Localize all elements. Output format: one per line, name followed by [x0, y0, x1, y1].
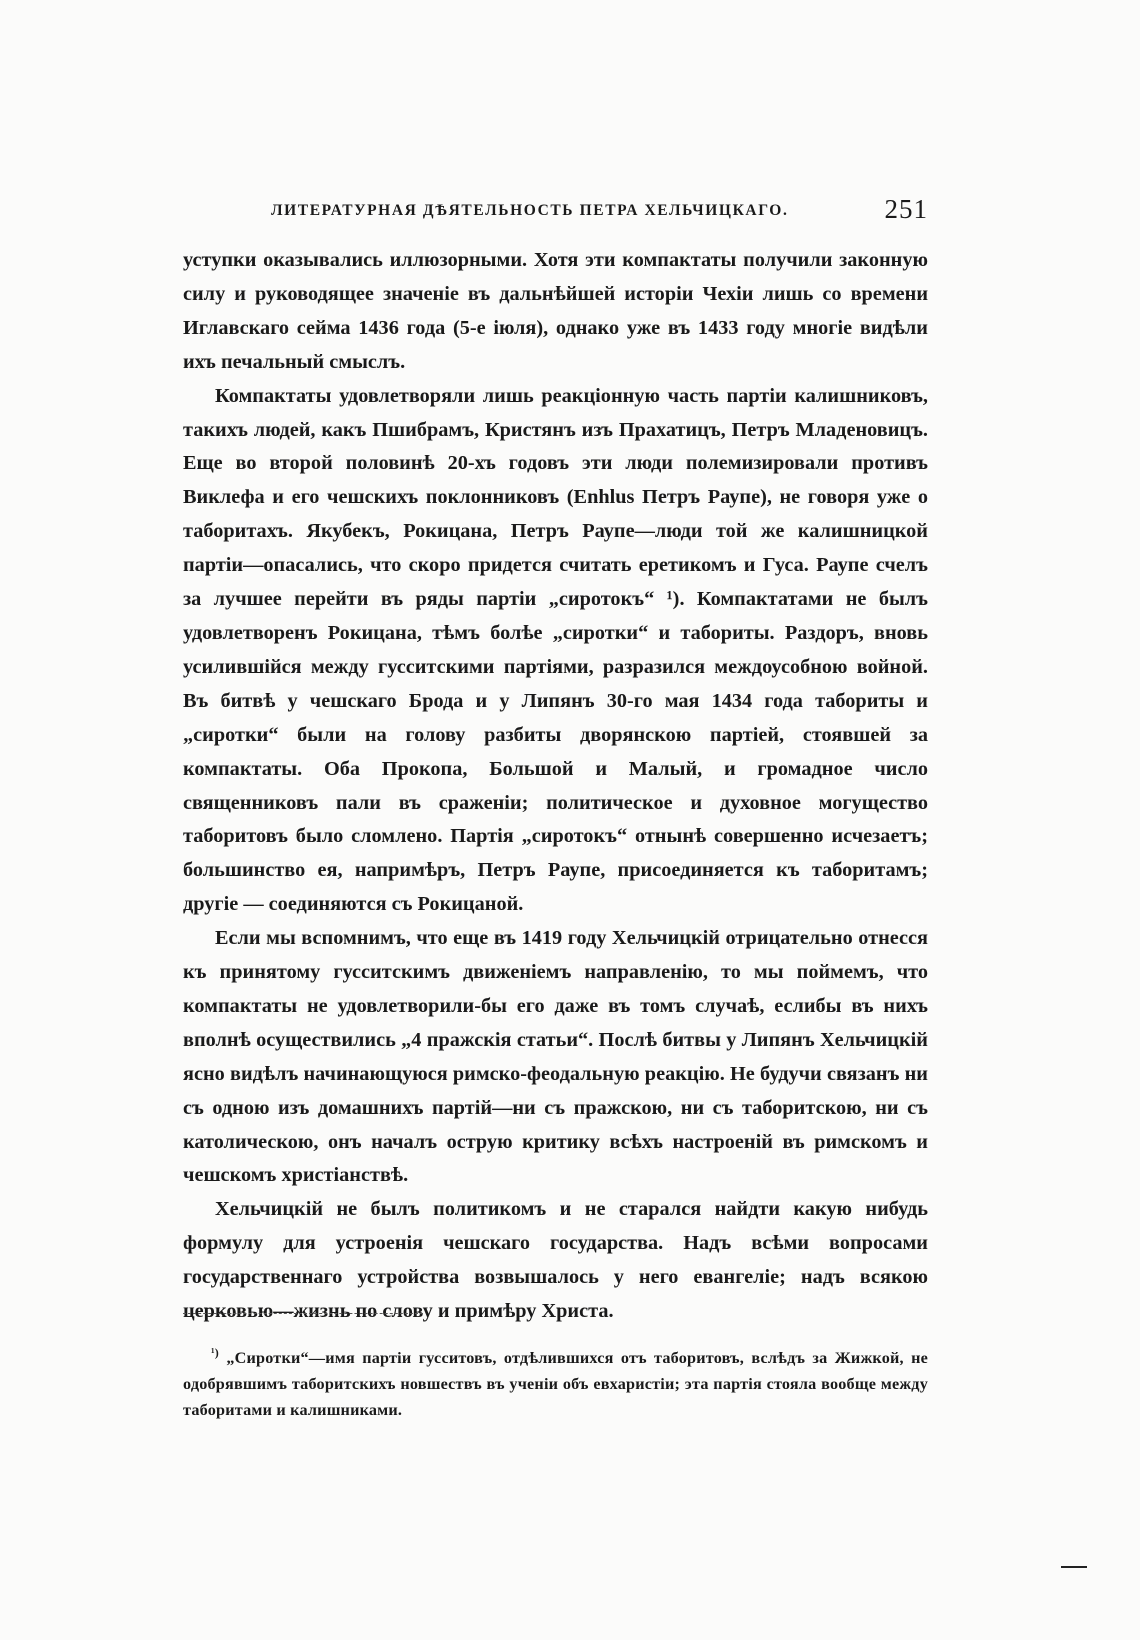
- body-text: [183, 244, 928, 1329]
- page-header: [183, 196, 928, 226]
- footnote-text: „Сиротки“—имя партiи гусситовъ, отдѣлившихся отъ таборитовъ, вслѣдъ за Жижкой, не одобрявшимъ таборитскихъ новшествъ въ ученiи объ евхаристiи; эта партiя стояла вообще между таборитами и калишниками.: [183, 1349, 928, 1419]
- paragraph: Хельчицкiй не былъ политикомъ и не старался найдти какую нибудь формулу для устроенiя чешскаго государства. Надъ всѣми вопросами государственнаго устройства возвышалось у него евангелiе; надъ всякою церковью—жизнь по слову и примѣру Христа.: [183, 1198, 928, 1323]
- footnote-separator: [183, 1313, 423, 1314]
- page-number: 251: [884, 194, 928, 224]
- running-head: ЛИТЕРАТУРНАЯ ДѢЯТЕЛЬНОСТЬ ПЕТРА ХЕЛЬЧИЦКАГО.: [271, 202, 789, 219]
- margin-mark: [1061, 1566, 1087, 1568]
- paragraph-continued: уступки оказывались иллюзорными. Хотя эти компактаты получили законную силу и руководящее значенiе въ дальнѣйшей исторiи Чехiи лишь со времени Иглавскаго сейма 1436 года (5-е iюля), однако уже въ 1433 году многiе видѣли ихъ печальный смыслъ.: [183, 249, 928, 373]
- footnote-mark: ¹): [211, 1345, 219, 1360]
- paragraph: Компактаты удовлетворяли лишь реакцiонную часть партiи калишниковъ, такихъ людей, какъ Пшибрамъ, Кристянъ изъ Прахатицъ, Петръ Младеновицъ. Еще во второй половинѣ 20-хъ годовъ эти люди полемизировали противъ Виклефа и его чешскихъ поклонниковъ (Enhlus Петръ Раупе), не говоря уже о таборитахъ. Якубекъ, Рокицана, Петръ Раупе—люди той же калишницкой партiи—опасались, что скоро придется считать еретикомъ и Гуса. Раупе счелъ за лучшее перейти въ ряды партiи „сиротокъ“ ¹). Компактатами не былъ удовлетворенъ Рокицана, тѣмъ болѣе „сиротки“ и табориты. Раздоръ, вновь усилившiйся между гусситскими партiями, разразился междоусобною войной. Въ битвѣ у чешскаго Брода и у Липянъ 30-го мая 1434 года табориты и „сиротки“ были на голову разбиты дворянскою партiей, стоявшей за компактаты. Оба Прокопа, Большой и Малый, и громадное число священниковъ пали въ сраженiи; политическое и духовное могущество таборитовъ было сломлено. Партiя „сиротокъ“ отнынѣ совершенно исчезаетъ; большинство ея, напримѣръ, Петръ Раупе, присоединяется къ таборитамъ; другiе — соединяются съ Рокицаной.: [183, 384, 928, 916]
- paragraph: Если мы вспомнимъ, что еще въ 1419 году Хельчицкiй отрицательно отнесся къ принятому гусситскимъ движенiемъ направленiю, то мы поймемъ, что компактаты не удовлетворили-бы его даже въ томъ случаѣ, еслибы въ нихъ вполнѣ осуществились „4 пражскiя статьи“. Послѣ битвы у Липянъ Хельчицкiй ясно видѣлъ начинающуюся римско-феодальную реакцiю. Не будучи связанъ ни съ одною изъ домашнихъ партiй—ни съ пражскою, ни съ таборитскою, ни съ католическою, онъ началъ острую критику всѣхъ настроенiй въ римскомъ и чешскомъ христiанствѣ.: [183, 927, 928, 1187]
- footnote: [183, 1345, 928, 1423]
